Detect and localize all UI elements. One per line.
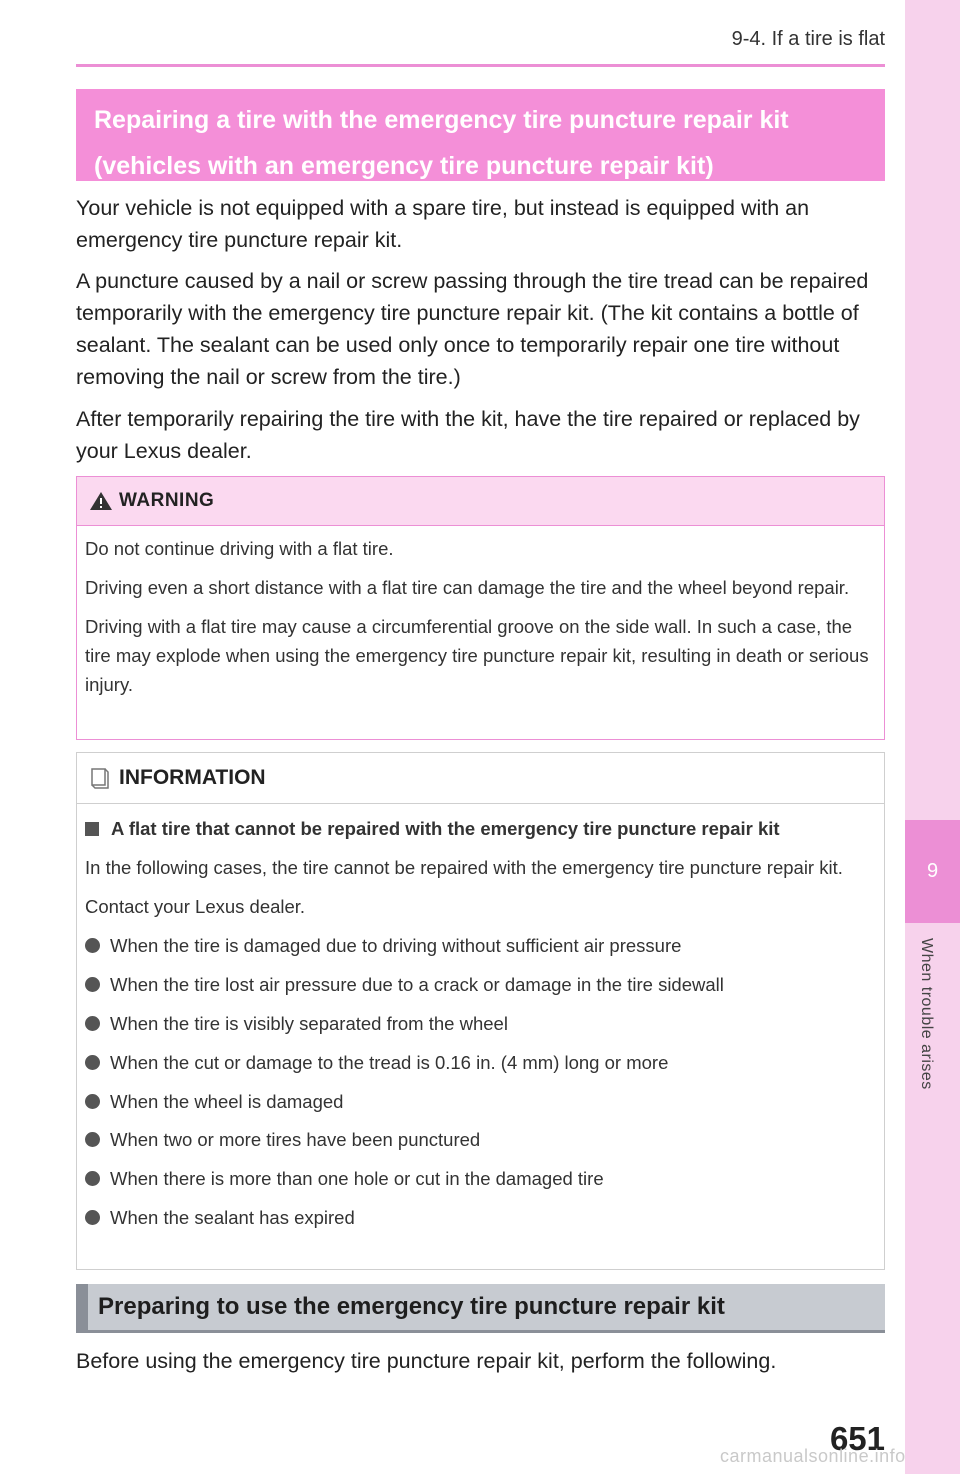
chapter-title: When trouble arises (918, 938, 935, 1090)
chapter-sidebar (905, 0, 960, 1474)
list-item (85, 970, 876, 999)
square-bullet-icon (85, 822, 99, 836)
bullet-dot-icon (85, 1171, 100, 1186)
list-item (85, 1009, 876, 1038)
list-item (85, 1125, 876, 1154)
information-book-icon (89, 767, 111, 789)
bullet-dot-icon (85, 1094, 100, 1109)
bullet-dot-icon (85, 1132, 100, 1147)
information-label: INFORMATION (119, 766, 266, 789)
watermark: carmanualsonline.info (720, 1446, 906, 1466)
warning-triangle-icon (89, 491, 113, 511)
information-subheading-text: A flat tire that cannot be repaired with the emergency tire puncture repair kit (111, 818, 780, 839)
warning-body (77, 526, 884, 699)
section-heading-repair: Repairing a tire with the emergency tire puncture repair kit (vehicles with an emergency tire puncture repair kit) (76, 89, 885, 181)
header-rule (76, 64, 885, 67)
list-item-text: When the tire is damaged due to driving without sufficient air pressure (110, 935, 682, 956)
page-number: 651 (829, 1420, 885, 1457)
information-subheading (85, 814, 876, 843)
list-item-text: When the sealant has expired (110, 1207, 355, 1229)
list-item (85, 931, 876, 960)
list-item (85, 1087, 876, 1116)
information-paragraph: In the following cases, the tire cannot be repaired with the emergency tire puncture repair kit. (85, 857, 843, 878)
intro-paragraph-2: A puncture caused by a nail or screw passing through the tire tread can be repaired temporarily with the emergency tire puncture repair kit. (The kit contains a bottle of sealant. The sealant can be used only once to temporarily repair one tire without removing the nail or screw from the tire.) (76, 269, 869, 389)
bullet-dot-icon (85, 977, 100, 992)
bullet-dot-icon (85, 1016, 100, 1031)
warning-paragraph: Driving even a short distance with a flat tire can damage the tire and the wheel beyond repair. (85, 577, 850, 598)
running-header: 9-4. If a tire is flat (731, 28, 885, 50)
list-item-text: When the wheel is damaged (110, 1090, 344, 1112)
list-item-text: When two or more tires have been punctured (110, 1129, 481, 1151)
list-item (85, 1203, 876, 1232)
section-heading-preparing: Preparing to use the emergency tire puncture repair kit (76, 1284, 885, 1333)
information-header (77, 753, 884, 804)
preparing-paragraph: Before using the emergency tire puncture repair kit, perform the following. (76, 1349, 777, 1373)
intro-paragraph-1: Your vehicle is not equipped with a spare tire, but instead is equipped with an emergency tire puncture repair kit. (76, 196, 810, 252)
warning-header (77, 477, 884, 526)
list-item (85, 1164, 876, 1193)
chapter-number-tab: 9 (905, 820, 960, 923)
warning-paragraph: Do not continue driving with a flat tire. (85, 538, 394, 559)
warning-label: WARNING (119, 490, 215, 511)
list-item-text: When the tire lost air pressure due to a crack or damage in the tire sidewall (110, 973, 724, 995)
list-item-text: When the tire is visibly separated from the wheel (110, 1012, 508, 1034)
information-body (77, 804, 884, 1232)
warning-paragraph: Driving with a flat tire may cause a circumferential groove on the side wall. In such a case, the tire may explode when using the emergency tire puncture repair kit, resulting in death or serious injury. (85, 616, 869, 695)
intro-paragraph-3: After temporarily repairing the tire with the kit, have the tire repaired or replaced by your Lexus dealer. (76, 407, 860, 463)
bullet-dot-icon (85, 1210, 100, 1225)
information-box (76, 752, 885, 1270)
list-item-text: When there is more than one hole or cut in the damaged tire (110, 1168, 604, 1190)
bullet-dot-icon (85, 938, 100, 953)
list-item-text: When the cut or damage to the tread is 0.16 in. (4 mm) long or more (110, 1051, 669, 1073)
warning-box (76, 476, 885, 740)
information-paragraph: Contact your Lexus dealer. (85, 896, 306, 917)
list-item (85, 1048, 876, 1077)
bullet-dot-icon (85, 1055, 100, 1070)
